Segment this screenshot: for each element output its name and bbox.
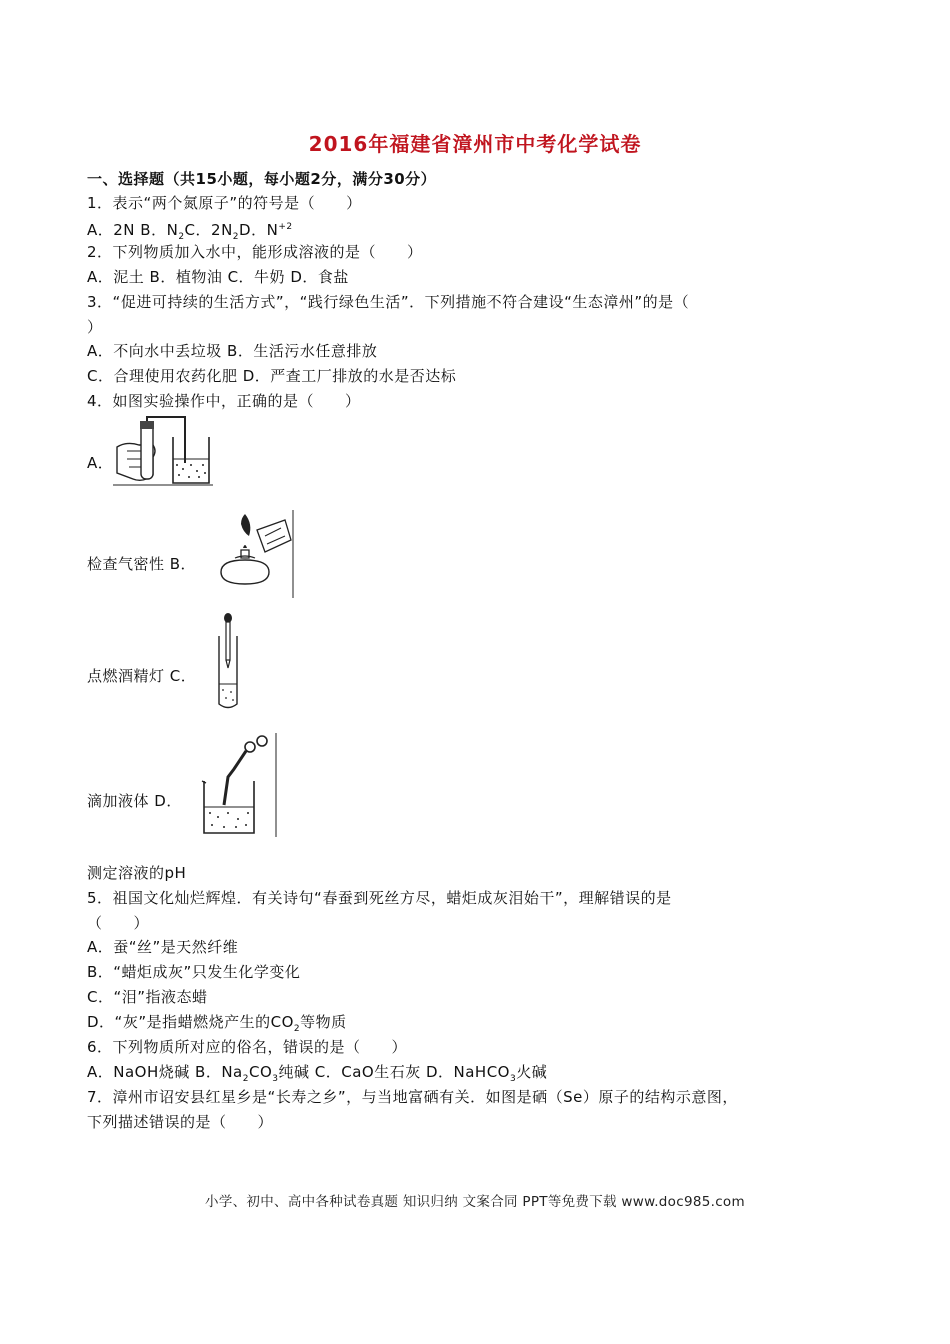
alcohol-lamp-figure [205, 510, 297, 598]
q6-part-4: 火碱 [516, 1063, 548, 1081]
question-2-options: A．泥土 B．植物油 C．牛奶 D．食盐 [87, 268, 349, 286]
q1-opt-c: C．2N [184, 221, 233, 239]
question-3-options-2: C．合理使用农药化肥 D．严查工厂排放的水是否达标 [87, 367, 457, 385]
q4-label-c: 点燃酒精灯 C． [87, 667, 197, 685]
question-3-stem: 3．“促进可持续的生活方式”，“践行绿色生活”．下列措施不符合建设“生态漳州”的是（ [87, 293, 690, 311]
q6-part-1: A．NaOH烧碱 B．Na [87, 1063, 243, 1081]
question-7-stem: 7．漳州市诏安县红星乡是“长寿之乡”，与当地富硒有关．如图是硒（Se）原子的结构示意图， [87, 1088, 738, 1106]
q5-option-b: B．“蜡炬成灰”只发生化学变化 [87, 963, 301, 981]
q5-opt-d-tail: 等物质 [300, 1013, 347, 1031]
q6-part-3: 纯碱 C．CaO生石灰 D．NaHCO [278, 1063, 510, 1081]
q1-sup: +2 [278, 222, 293, 232]
airtightness-check-figure [113, 415, 213, 487]
q5-opt-d-text: D．“灰”是指蜡燃烧产生的CO [87, 1013, 294, 1031]
q1-opt-a: A．2N B．N [87, 221, 179, 239]
question-3-stem-cont: ） [87, 318, 103, 336]
q6-sub-2: 3 [272, 1074, 279, 1084]
q1-opt-d: D．N [239, 221, 279, 239]
dropper-test-tube-figure [213, 612, 243, 712]
ph-test-figure [198, 733, 280, 837]
q4-tail: 测定溶液的pH [87, 864, 187, 882]
question-5-stem: 5．祖国文化灿烂辉煌．有关诗句“春蚕到死丝方尽，蜡炬成灰泪始干”，理解错误的是 [87, 889, 672, 907]
q4-label-d: 滴加液体 D． [87, 792, 182, 810]
question-1-stem: 1．表示“两个氮原子”的符号是（ ） [87, 194, 362, 212]
question-4-stem: 4．如图实验操作中，正确的是（ ） [87, 392, 361, 410]
q4-label-a: A． [87, 454, 114, 472]
question-7-stem-cont: 下列描述错误的是（ ） [87, 1113, 274, 1131]
q5-opt-d-sub: 2 [293, 1024, 301, 1034]
question-2-stem: 2．下列物质加入水中，能形成溶液的是（ ） [87, 243, 423, 261]
question-6-stem: 6．下列物质所对应的俗名，错误的是（ ） [87, 1038, 408, 1056]
q4-label-b: 检查气密性 B． [87, 555, 197, 573]
question-5-stem-cont: （ ） [87, 914, 150, 932]
q1-sub: 2 [178, 232, 185, 242]
q6-part-2: CO [248, 1063, 273, 1081]
q1-sub-b: 2 [232, 232, 240, 242]
q6-sub-1: 2 [242, 1074, 249, 1084]
q5-option-a: A．蚕“丝”是天然纤维 [87, 938, 239, 956]
footer-text: 小学、初中、高中各种试卷真题 知识归纳 文案合同 PPT等免费下载 www.doc985.com [205, 1194, 745, 1210]
section-heading: 一、选择题（共15小题，每小题2分，满分30分） [87, 170, 437, 188]
q5-option-c: C．“泪”指液态蜡 [87, 988, 208, 1006]
question-3-options-1: A．不向水中丢垃圾 B．生活污水任意排放 [87, 342, 378, 360]
document-title: 2016年福建省漳州市中考化学试卷 [308, 132, 642, 156]
q6-sub-3: 3 [510, 1074, 517, 1084]
